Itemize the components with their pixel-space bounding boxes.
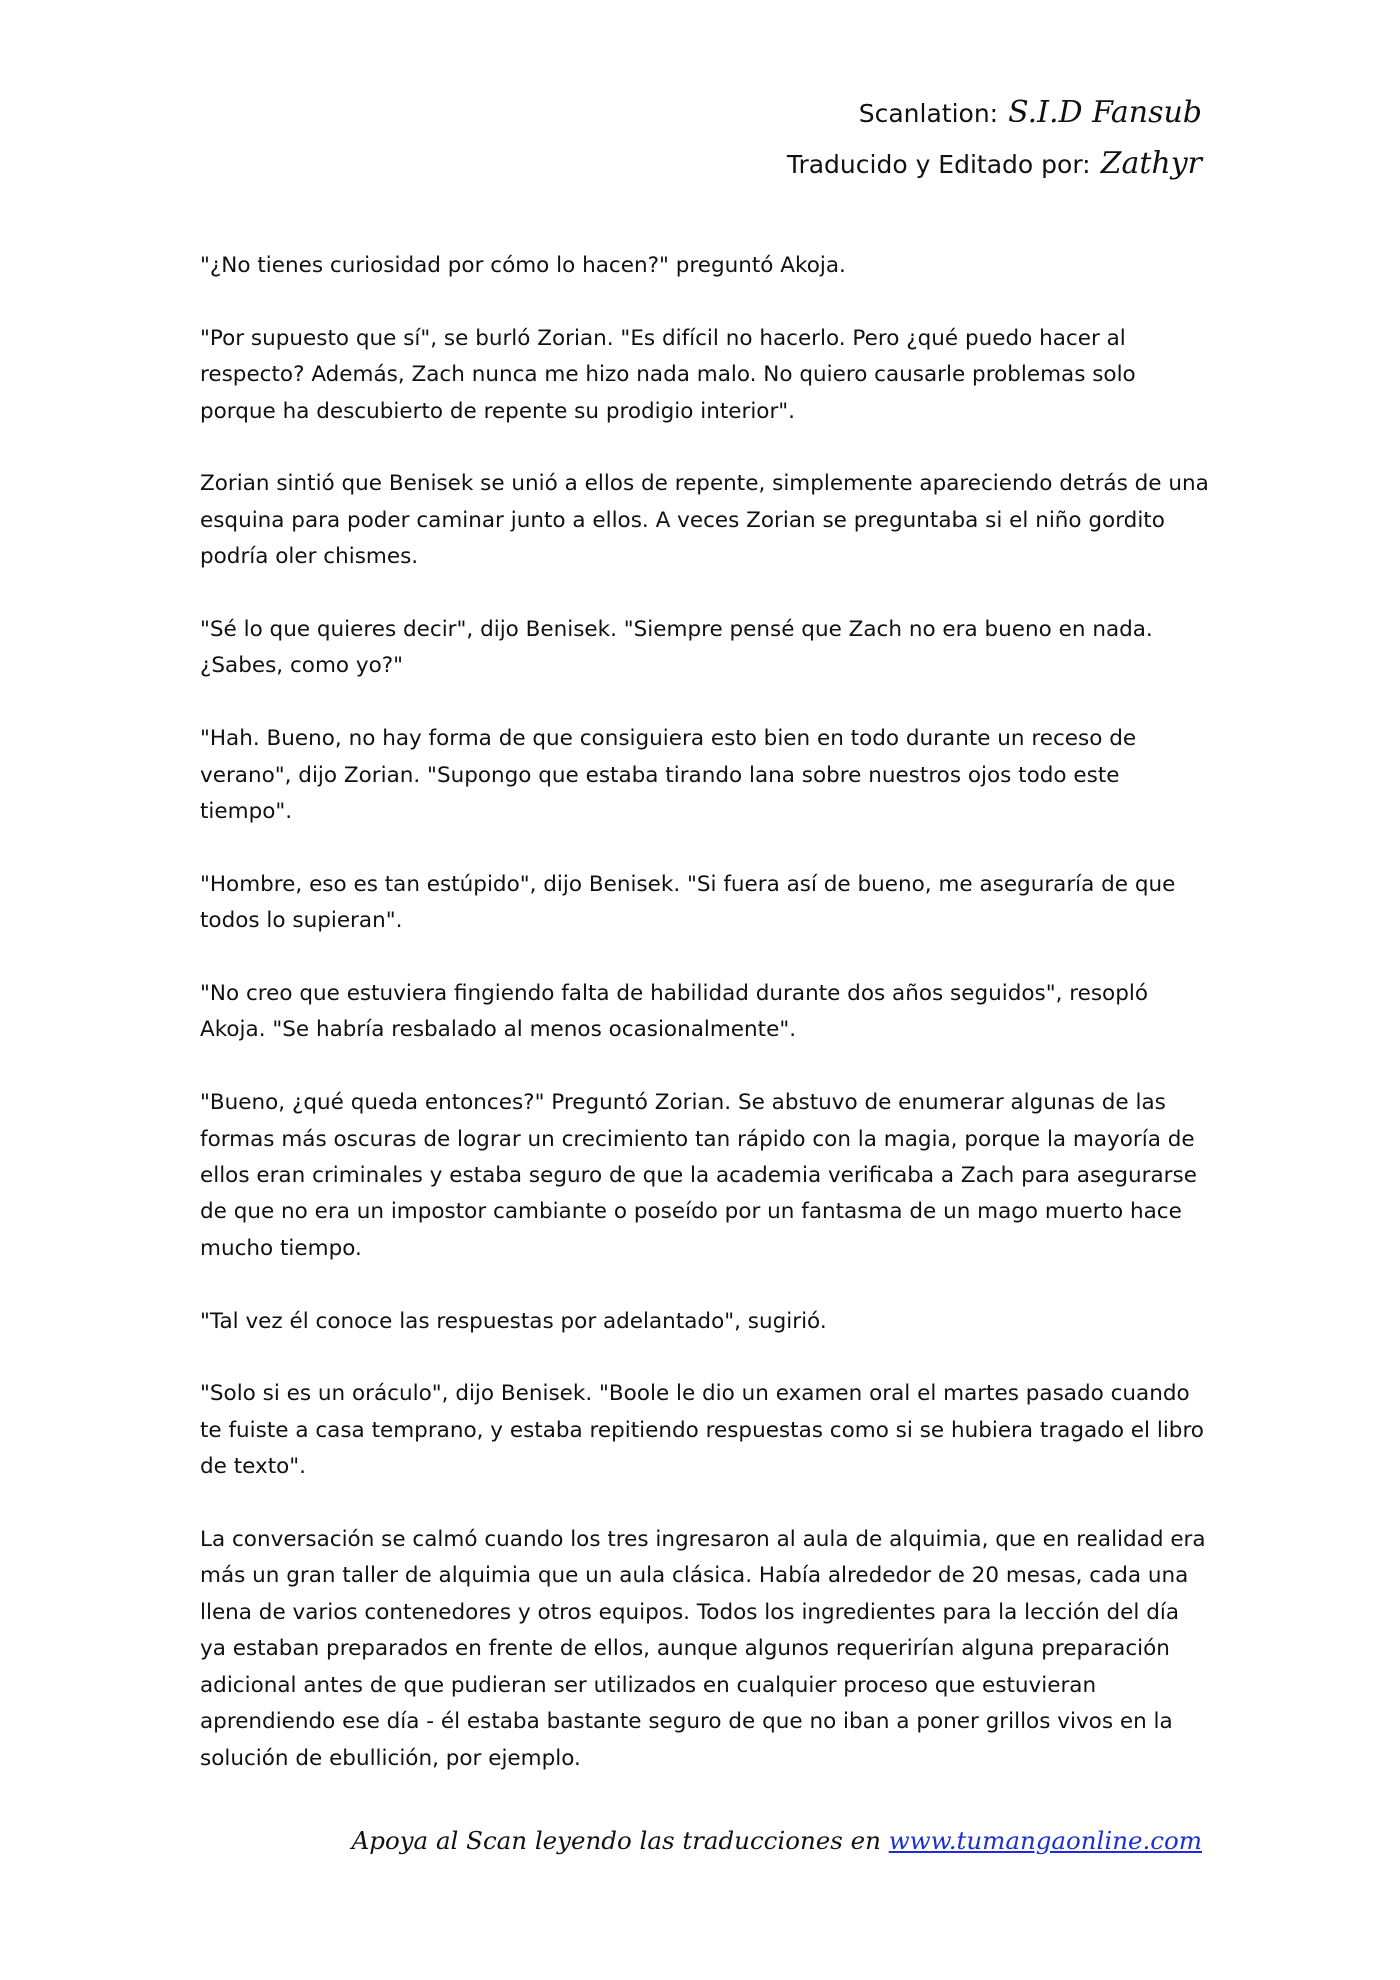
paragraph-6: "Hombre, eso es tan estúpido", dijo Benisek. "Si fuera así de bueno, me aseguraría de que todos lo supieran". [200,871,1176,934]
paragraph-4: "Sé lo que quieres decir", dijo Benisek. "Siempre pensé que Zach no era bueno en nada. ¿Sabes, como yo?" [200,617,1153,679]
paragraph-1: "¿No tienes curiosidad por cómo lo hacen?" preguntó Akoja. [200,253,846,278]
footer-website-link[interactable]: www.tumangaonline.com [888,1826,1202,1855]
scanlation-label: Scanlation: [858,99,999,128]
chapter-body [200,248,1210,1813]
paragraph-5: "Hah. Bueno, no hay forma de que consiguiera esto bien en todo durante un receso de verano", dijo Zorian. "Supongo que estaba tirando lana sobre nuestros ojos todo este tiempo". [200,726,1137,825]
paragraph-11: La conversación se calmó cuando los tres ingresaron al aula de alquimia, que en realidad era más un gran taller de alquimia que un aula clásica. Había alrededor de 20 mesas, cada una llena de varios contenedores y otros equipos. Todos los ingredientes para la lección del día ya estaban preparados en frente de ellos, aunque algunos requerirían alguna preparación adicional antes de que pudieran ser utilizados en cualquier proceso que estuvieran aprendiendo ese día - él estaba bastante seguro de que no iban a poner grillos vivos en la solución de ebullición, por ejemplo. [200,1527,1206,1771]
translator-name: Zathyr [1100,146,1202,181]
translator-credit-line [787,139,1202,190]
paragraph-9: "Tal vez él conoce las respuestas por adelantado", sugirió. [200,1308,827,1334]
credits-header [787,88,1202,190]
scanlation-credit-line [787,88,1202,139]
translator-label: Traducido y Editado por: [786,150,1091,179]
footer-text: Apoya al Scan leyendo las traducciones en [351,1826,881,1855]
paragraph-8: "Bueno, ¿qué queda entonces?" Preguntó Zorian. Se abstuvo de enumerar algunas de las formas más oscuras de lograr un crecimiento tan rápido con la magia, porque la mayoría de ellos eran criminales y estaba seguro de que la academia verificaba a Zach para asegurarse de que no era un impostor cambiante o poseído por un fantasma de un mago muerto hace mucho tiempo. [200,1090,1197,1261]
paragraph-7: "No creo que estuviera fingiendo falta de habilidad durante dos años seguidos", resopló Akoja. "Se habría resbalado al menos ocasionalmente". [200,981,1148,1043]
scanlation-group-name: S.I.D Fansub [1008,95,1202,130]
paragraph-3: Zorian sintió que Benisek se unió a ellos de repente, simplemente apareciendo detrás de una esquina para poder caminar junto a ellos. A veces Zorian se preguntaba si el niño gordito podría oler chismes. [200,471,1209,570]
paragraph-2: "Por supuesto que sí", se burló Zorian. "Es difícil no hacerlo. Pero ¿qué puedo hacer al respecto? Además, Zach nunca me hizo nada malo. No quiero causarle problemas solo porque ha descubierto de repente su prodigio interior". [200,325,1136,424]
paragraph-10: "Solo si es un oráculo", dijo Benisek. "Boole le dio un examen oral el martes pasado cuando te fuiste a casa temprano, y estaba repitiendo respuestas como si se hubiera tragado el libro de texto". [200,1381,1204,1480]
support-footer [352,1826,1202,1855]
